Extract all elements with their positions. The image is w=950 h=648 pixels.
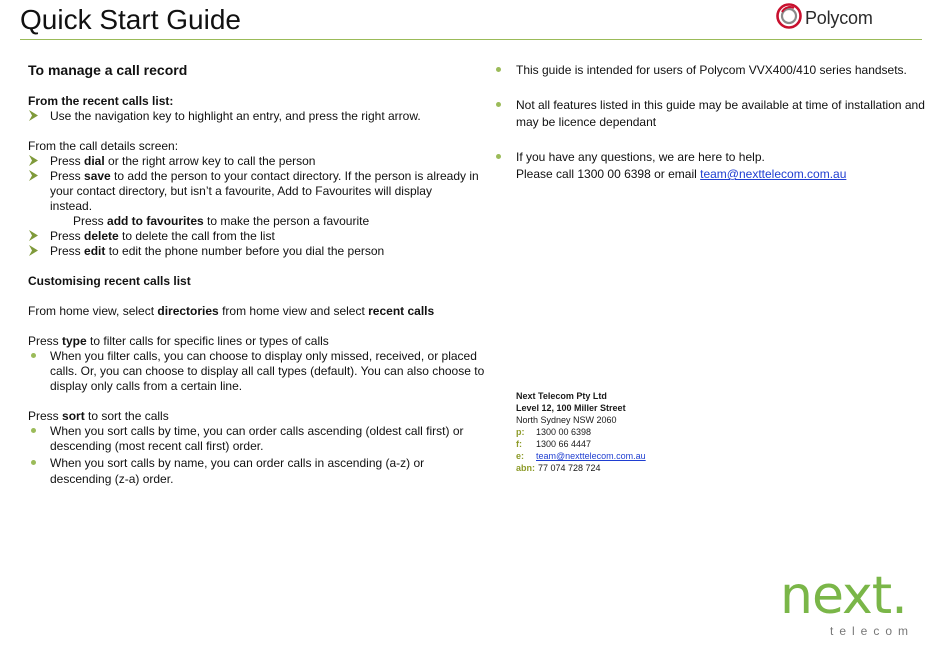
filter-item-line1: When you filter calls, you can choose to display only missed, received, or placed — [50, 349, 477, 363]
sort-name-line2: descending (z-a) order. — [50, 472, 174, 486]
support-email-link[interactable]: team@nexttelecom.com.au — [700, 167, 847, 181]
bullet-dot-icon — [496, 102, 501, 107]
edit-instruction: Press edit to edit the phone number before you dial the person — [50, 244, 385, 258]
save-instruction: Press save to add the person to your contact directory. If the person is already in — [50, 169, 479, 183]
polycom-swirl-icon — [776, 3, 802, 29]
save-instruction-line2: your contact directory, but isn’t a favourite, Add to Favourites will display — [50, 184, 432, 198]
features-note-line2: may be licence dependant — [516, 115, 657, 129]
page-title: Quick Start Guide — [20, 4, 241, 35]
next-telecom-logo — [780, 566, 920, 642]
sort-name-line1: When you sort calls by name, you can order calls in ascending (a-z) or — [50, 456, 425, 470]
address-email-link[interactable]: team@nexttelecom.com.au — [536, 451, 646, 461]
section-heading-manage-call-record: To manage a call record — [28, 62, 188, 78]
address-line1: Level 12, 100 Miller Street — [516, 403, 626, 413]
details-label: From the call details screen: — [28, 139, 179, 153]
help-note-line2: Please call 1300 00 6398 or email team@nexttelecom.com.au — [516, 167, 847, 181]
arrow-bullet-icon — [29, 230, 38, 241]
company-name: Next Telecom Pty Ltd — [516, 391, 607, 401]
next-wordmark: next. — [780, 566, 907, 626]
arrow-bullet-icon — [29, 155, 38, 166]
customising-heading: Customising recent calls list — [28, 274, 191, 288]
address-block — [516, 390, 646, 474]
filter-item-line2: calls. Or, you can choose to display all call types (default). You can also choose to — [50, 364, 485, 378]
features-note-line1: Not all features listed in this guide may be available at time of installation and — [516, 98, 925, 112]
home-view-instruction: From home view, select directories from home view and select recent calls — [28, 304, 435, 318]
dial-instruction: Press dial or the right arrow key to call the person — [50, 154, 316, 168]
header-divider — [20, 39, 922, 40]
bullet-dot-icon — [31, 460, 36, 465]
sort-instruction: Press sort to sort the calls — [28, 409, 169, 423]
address-line2: North Sydney NSW 2060 — [516, 415, 617, 425]
filter-item-line3: display only calls from a certain line. — [50, 379, 243, 393]
recent-calls-item: Use the navigation key to highlight an entry, and press the right arrow. — [50, 109, 421, 123]
intended-users-note: This guide is intended for users of Polycom VVX400/410 series handsets. — [516, 63, 907, 77]
arrow-bullet-icon — [29, 245, 38, 256]
help-note-line1: If you have any questions, we are here to help. — [516, 150, 765, 164]
save-instruction-line3: instead. — [50, 199, 93, 213]
abn-row: abn: 77 074 728 724 — [516, 463, 601, 473]
bullet-dot-icon — [496, 154, 501, 159]
polycom-logo — [776, 3, 896, 33]
delete-instruction: Press delete to delete the call from the list — [50, 229, 275, 243]
bullet-dot-icon — [31, 353, 36, 358]
fax-row: f: 1300 66 4447 — [516, 439, 592, 449]
sort-time-line2: descending (most recent call first) order. — [50, 439, 264, 453]
bullet-dot-icon — [496, 67, 501, 72]
phone-row: p: 1300 00 6398 — [516, 427, 592, 437]
sort-time-line1: When you sort calls by time, you can order calls ascending (oldest call first) or — [50, 424, 464, 438]
type-instruction: Press type to filter calls for specific lines or types of calls — [28, 334, 329, 348]
email-row: e: team@nexttelecom.com.au — [516, 451, 646, 461]
telecom-tagline: telecom — [830, 624, 915, 638]
favourites-instruction: Press add to favourites to make the person a favourite — [73, 214, 370, 228]
arrow-bullet-icon — [29, 170, 38, 181]
bullet-dot-icon — [31, 428, 36, 433]
recent-calls-label: From the recent calls list: — [28, 94, 174, 108]
polycom-wordmark: Polycom — [805, 8, 873, 28]
arrow-bullet-icon — [29, 110, 38, 121]
